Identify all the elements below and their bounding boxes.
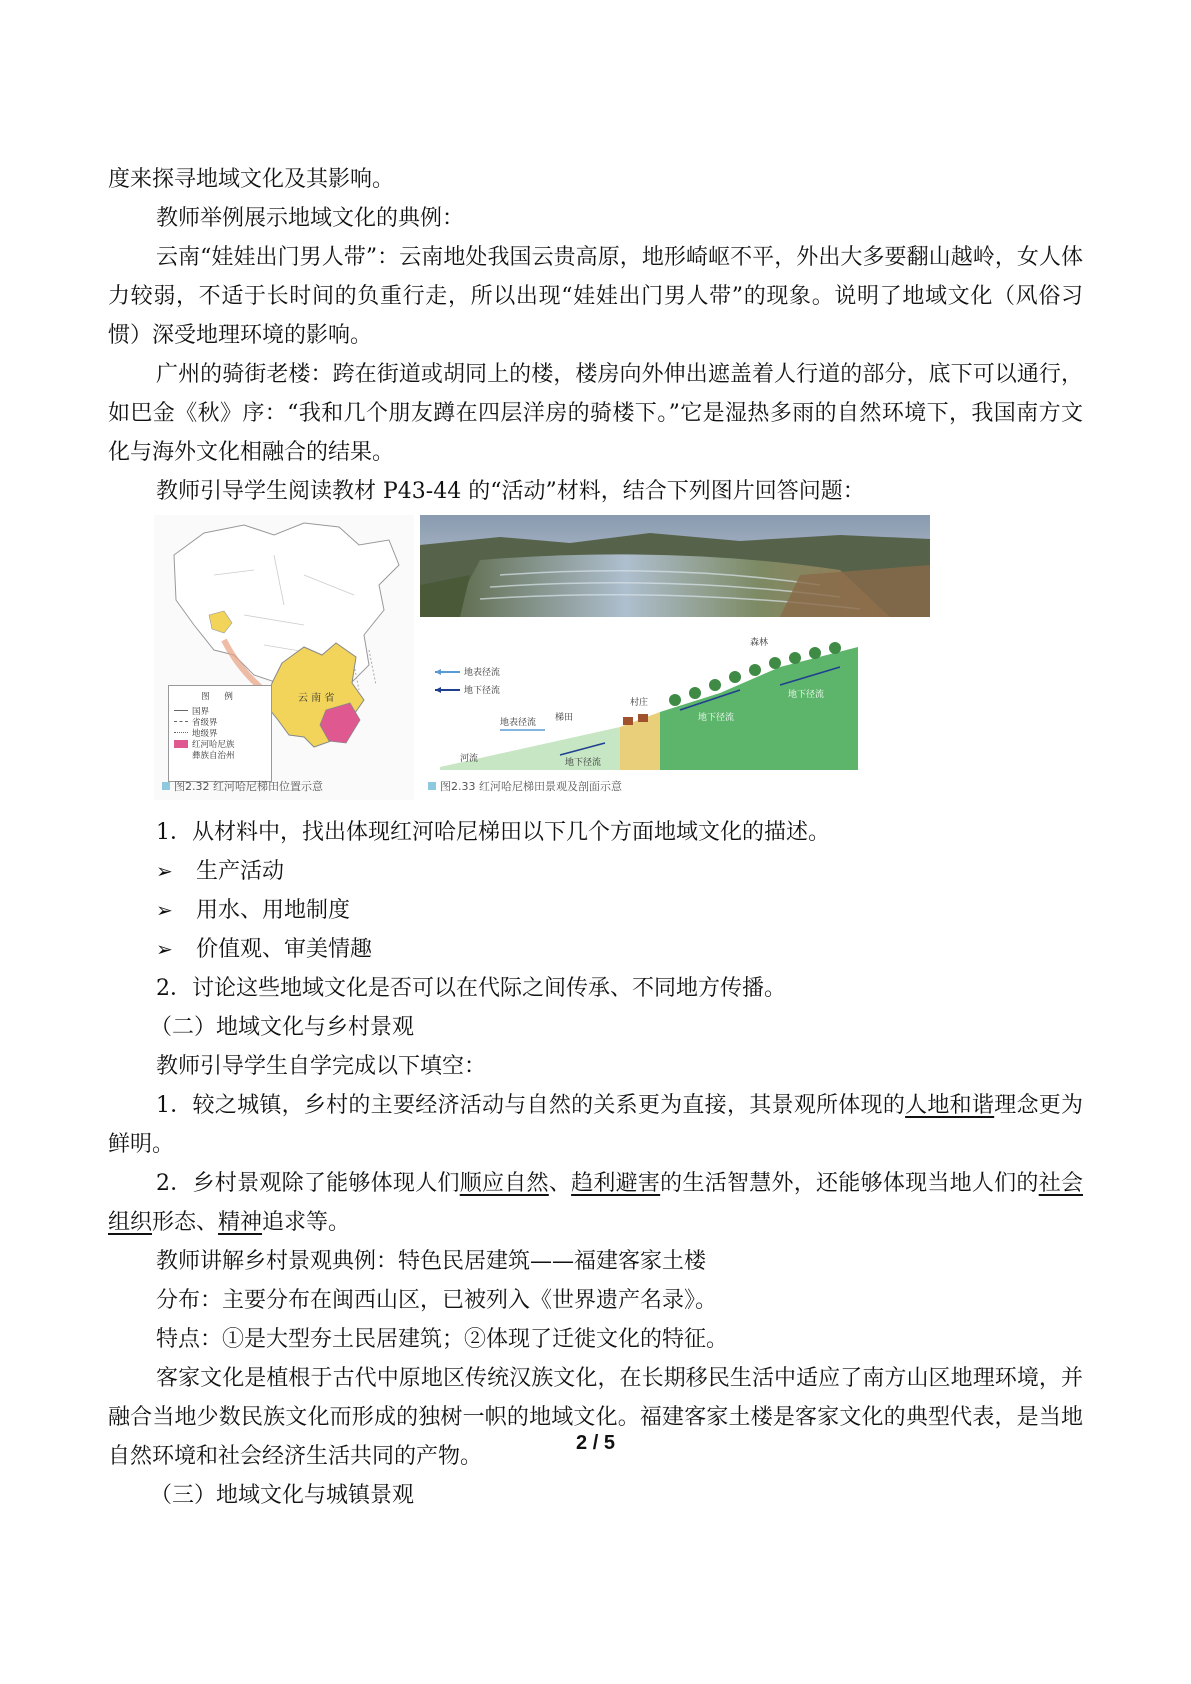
legend-row [169,716,271,727]
cross-section-diagram [435,636,858,770]
answer-underlined: 精神 [218,1210,263,1235]
river-label: 河流 [460,754,479,764]
province-label: 云 南 省 [298,693,335,704]
paragraph: 教师讲解乡村景观典例：特色民居建筑——福建客家土楼 [156,1249,707,1274]
key-surface-label: 地表径流 [464,668,501,678]
paragraph: 教师引导学生自学完成以下填空： [156,1054,487,1079]
legend-title: 图 例 [201,692,239,702]
legend-label: 省级界 [192,717,218,728]
arrow-bullet-icon: ➢ [156,859,173,883]
map-legend [168,685,272,782]
arrow-bullet-icon: ➢ [156,898,173,922]
ground-runoff-label: 地下径流 [788,690,825,700]
legend-label: 地级界 [192,728,218,739]
forest-label: 森林 [750,638,769,648]
caption-text: 图2.32 红河哈尼梯田位置示意 [174,780,323,793]
question-2: 2．讨论这些地域文化是否可以在代际之间传承、不同地方传播。 [156,976,786,1001]
caption-text: 图2.33 红河哈尼梯田景观及剖面示意 [440,780,622,793]
location-map-figure [154,515,414,800]
page-number: 2 / 5 [576,1432,615,1454]
prefecture-border-swatch [174,732,188,733]
prefecture-swatch [174,740,188,748]
ground-runoff-label: 地下径流 [565,758,602,768]
paragraph-yunnan: 云南“娃娃出门男人带”：云南地处我国云贵高原，地形崎岖不平，外出大多要翻山越岭，女人体力较弱，不适于长时间的负重行走，所以出现“娃娃出门男人带”的现象。说明了地域文化（风俗习惯）深受地理环境的影响。 [108,245,1083,348]
paragraph-activity: 教师引导学生阅读教材 P43-44 的“活动”材料，结合下列图片回答问题： [156,479,865,504]
legend-label: 国界 [192,706,210,717]
document-page [108,160,1083,1515]
legend-row [169,705,271,716]
text: 1．较之城镇，乡村的主要经济活动与自然的关系更为直接，其景观所体现的 [156,1093,906,1118]
terrace-graphic [420,515,930,800]
bullet-text: 用水、用地制度 [196,898,351,923]
terrace-photo [420,515,930,617]
bullet-text: 价值观、审美情趣 [196,937,373,962]
bullet-item [108,930,1083,969]
bullet-text: 生产活动 [196,859,285,884]
paragraph-guangzhou: 广州的骑街老楼：跨在街道或胡同上的楼，楼房向外伸出遮盖着人行道的部分，底下可以通行，如巴金《秋》序：“我和几个朋友蹲在四层洋房的骑楼下。”它是湿热多雨的自然环境下，我国南方文化与海外文化相融合的结果。 [108,362,1083,465]
village-label: 村庄 [630,698,649,708]
figure-caption [428,778,622,794]
surface-runoff-label: 地表径流 [500,718,537,728]
legend-label: 彝族自治州 [192,750,235,761]
answer-underlined: 社会组织 [108,1171,1083,1235]
paragraph-hakka: 客家文化是植根于古代中原地区传统汉族文化，在长期移民生活中适应了南方山区地理环境，并融合当地少数民族文化而形成的独树一帜的地域文化。福建客家土楼是客家文化的典型代表，是当地自然环境和社会经济生活共同的产物。 [108,1366,1083,1469]
figure-group [108,515,1083,805]
figure-caption [162,778,323,794]
answer-underlined: 人地和谐 [905,1093,995,1118]
fill-in-2 [108,1164,1083,1242]
text: 、 [548,1171,572,1196]
question-1: 1．从材料中，找出体现红河哈尼梯田以下几个方面地域文化的描述。 [156,820,830,845]
national-border-swatch [174,710,188,711]
bullet-item [108,852,1083,891]
legend-row [169,727,271,738]
bullet-item [108,891,1083,930]
answer-underlined: 趋利避害 [571,1171,661,1196]
paragraph: 分布：主要分布在闽西山区，已被列入《世界遗产名录》。 [156,1288,718,1313]
caption-marker [428,782,436,790]
ground-runoff-label: 地下径流 [698,713,735,723]
text: 理念更为鲜明。 [108,1093,1083,1157]
fill-in-1 [108,1086,1083,1164]
legend-row [169,749,271,760]
paragraph: 教师举例展示地域文化的典例： [156,206,465,231]
text: 形态、 [152,1210,219,1235]
terrace-label: 梯田 [555,713,574,723]
text: 追求等。 [262,1210,351,1235]
key-ground-label: 地下径流 [464,686,501,696]
paragraph: 度来探寻地域文化及其影响。 [108,167,395,192]
section-heading: （三）地域文化与城镇景观 [150,1483,415,1508]
answer-underlined: 顺应自然 [459,1171,549,1196]
arrow-bullet-icon: ➢ [156,937,173,961]
text: 的生活智慧外，还能够体现当地人们的 [660,1171,1039,1196]
section-heading: （二）地域文化与乡村景观 [150,1015,415,1040]
province-border-swatch [174,721,188,722]
terrace-figure [420,515,930,800]
caption-marker [162,782,170,790]
paragraph: 特点：①是大型夯土民居建筑；②体现了迁徙文化的特征。 [156,1327,729,1352]
legend-label: 红河哈尼族 [192,739,235,750]
legend-row [169,738,271,749]
text: 2．乡村景观除了能够体现人们 [156,1171,460,1196]
